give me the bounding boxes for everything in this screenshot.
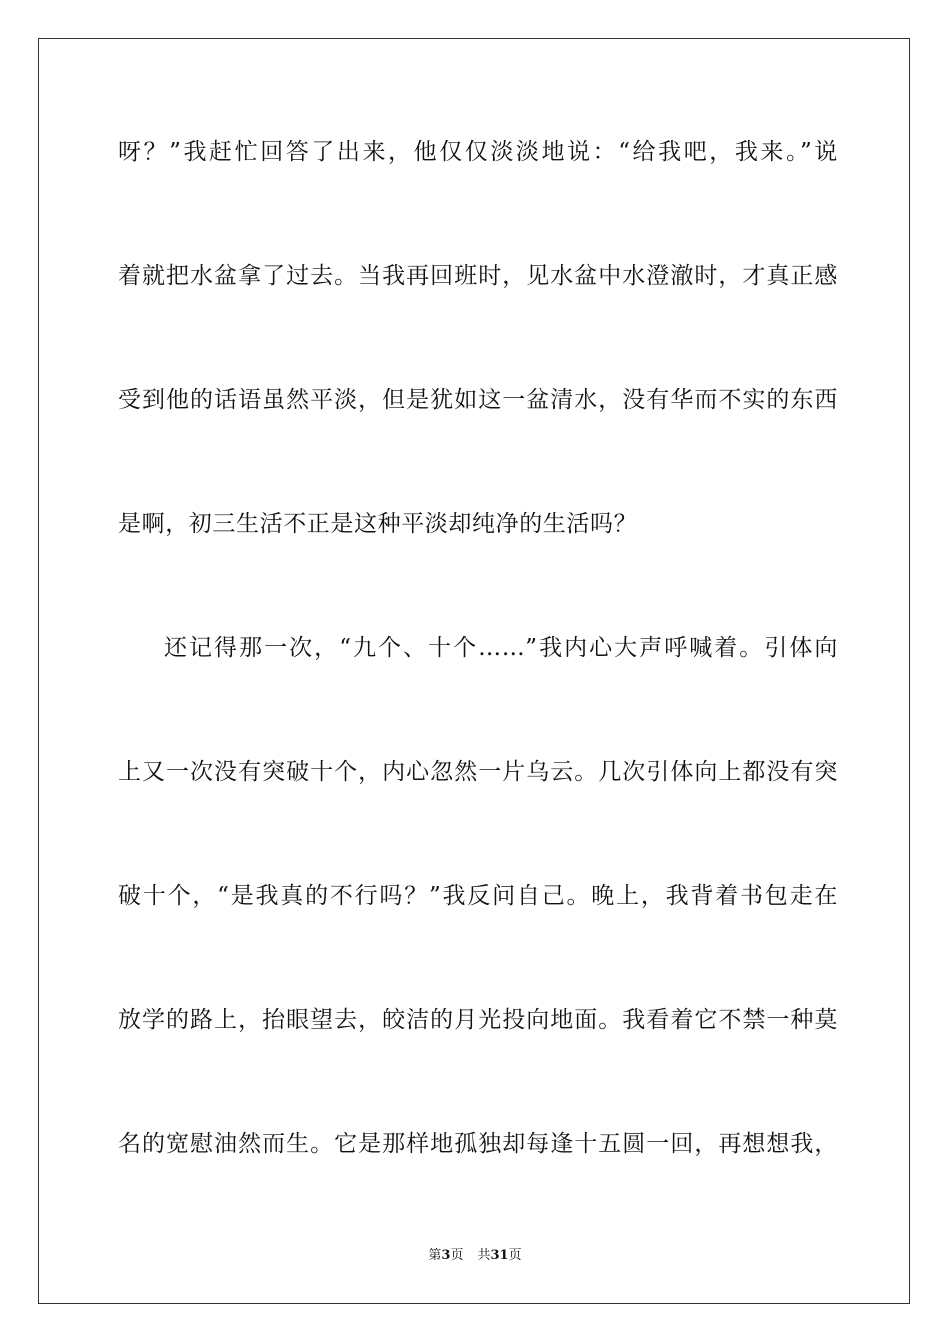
page-border — [38, 38, 910, 1304]
page-prefix: 第 — [428, 1248, 442, 1263]
body-text-line-4: 是啊，初三生活不正是这种平淡却纯净的生活吗？ — [118, 511, 638, 537]
page-number: 3 — [441, 1248, 451, 1263]
body-text-line-5-paragraph-start: 还记得那一次，“九个、十个……”我内心大声呼喊着。引体向 — [164, 635, 838, 661]
total-prefix: 共 — [477, 1248, 491, 1263]
body-text-line-1: 呀？”我赶忙回答了出来，他仅仅淡淡地说：“给我吧，我来。”说 — [118, 139, 838, 165]
body-text-line-6: 上又一次没有突破十个，内心忽然一片乌云。几次引体向上都没有突 — [118, 759, 838, 785]
body-text-line-8: 放学的路上，抬眼望去，皎洁的月光投向地面。我看着它不禁一种莫 — [118, 1007, 838, 1033]
body-text-line-9: 名的宽慰油然而生。它是那样地孤独却每逢十五圆一回，再想想我， — [118, 1131, 838, 1157]
total-pages: 31 — [490, 1248, 509, 1263]
total-suffix: 页 — [508, 1248, 522, 1263]
page-footer — [0, 1247, 950, 1265]
body-text-line-3: 受到他的话语虽然平淡，但是犹如这一盆清水，没有华而不实的东西 — [118, 387, 838, 413]
page-suffix: 页 — [450, 1248, 464, 1263]
body-text-line-7: 破十个，“是我真的不行吗？”我反问自己。晚上，我背着书包走在 — [118, 883, 838, 909]
body-text-line-2: 着就把水盆拿了过去。当我再回班时，见水盆中水澄澈时，才真正感 — [118, 263, 838, 289]
